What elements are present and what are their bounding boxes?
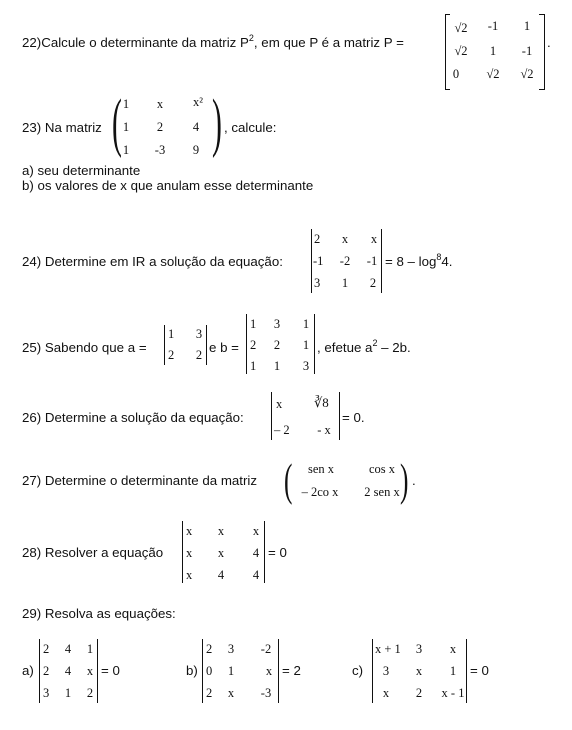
q25-b-cell: 1	[250, 317, 257, 331]
q27-tail: .	[412, 473, 416, 488]
q25-b-cell: 3	[302, 359, 310, 373]
q29-a-tail: = 0	[101, 663, 120, 678]
q25-b-cell: 1	[302, 317, 310, 331]
q25-b-cell: 3	[273, 317, 281, 331]
q26-cell: – 2	[274, 423, 290, 437]
q24-cell: -2	[339, 254, 351, 268]
q27-lead: 27) Determine o determinante da matriz	[22, 473, 258, 488]
q25-tail: , efetue $a^2 - 2b$.	[317, 338, 411, 355]
q29-b-cell: 2	[206, 642, 213, 656]
q28-cell: x	[186, 568, 193, 582]
q23-cell: 1	[122, 97, 130, 111]
q28-cell: x	[217, 546, 225, 560]
q27-cell: 2 sen x	[364, 485, 400, 499]
q22-cell: 1	[489, 44, 497, 58]
q25-a-cell: 3	[195, 327, 203, 341]
q28-cell: 4	[217, 568, 225, 582]
q25-b-cell: 1	[250, 359, 257, 373]
q23-cell: 2	[156, 120, 164, 134]
q24-cell: 2	[369, 276, 377, 290]
q28-cell: 4	[252, 568, 260, 582]
q25-a-cell: 2	[168, 348, 175, 362]
q22-cell: 1	[523, 19, 531, 33]
q23-item-b: b) os valores de x que anulam esse determinante	[22, 178, 314, 193]
q23-cell: x	[156, 97, 164, 111]
q29-c-cell: 3	[382, 664, 390, 678]
q23-cell: 9	[192, 143, 200, 157]
q29-c-cell: x	[415, 664, 423, 678]
q22-cell: -1	[487, 19, 499, 33]
q29-b-cell: x	[227, 686, 235, 700]
q29-c-cell: x - 1	[441, 686, 465, 700]
q26-cube-root: ∛8	[314, 395, 329, 410]
q29-b-cell: 1	[227, 664, 235, 678]
q22-cell: √2	[520, 67, 534, 81]
q22-cell: 0	[452, 67, 460, 81]
q24-cell: x	[370, 232, 378, 246]
q28-tail: = 0	[268, 545, 287, 560]
q23-cell: 4	[192, 120, 200, 134]
q24-lead: 24) Determine em IR a solução da equação:	[22, 254, 283, 269]
q25-b-cell: 1	[302, 338, 310, 352]
q23-cell: -3	[154, 143, 166, 157]
q29-b-label: b)	[186, 663, 198, 678]
q29-c-cell: 2	[415, 686, 423, 700]
q23-cell: 1	[122, 143, 130, 157]
q23-tail: , calcule:	[224, 120, 277, 135]
q24-tail: = $8 - \log^84$.	[385, 252, 453, 269]
q29-a-cell: 2	[43, 664, 50, 678]
q25-mid: e b =	[209, 340, 239, 355]
q29-a-cell: x	[86, 664, 94, 678]
q27-cell: sen x	[307, 462, 335, 476]
q24-cell: -1	[313, 254, 324, 268]
q27-cell: – 2co x	[301, 485, 339, 499]
q26-cell: x	[276, 397, 283, 411]
q29-c-label: c)	[352, 663, 364, 678]
q26-lead: 26) Determine a solução da equação:	[22, 410, 244, 425]
q29-b-cell: -2	[260, 642, 272, 656]
q25-b-cell: 2	[250, 338, 257, 352]
q23-lead: 23) Na matriz	[22, 120, 102, 135]
q28-cell: 4	[252, 546, 260, 560]
q29-c-cell: 3	[415, 642, 423, 656]
q25-b-cell: 1	[273, 359, 281, 373]
q29-c-cell: x	[382, 686, 390, 700]
q25-a-cell: 2	[195, 348, 203, 362]
q25-lead: 25) Sabendo que a =	[22, 340, 147, 355]
q29-a-cell: 2	[86, 686, 94, 700]
q29-a-cell: 1	[86, 642, 94, 656]
q28-lead: 28) Resolver a equação	[22, 545, 164, 560]
q28-cell: x	[186, 546, 193, 560]
q28-cell: x	[186, 524, 193, 538]
q29-b-tail: = 2	[282, 663, 301, 678]
q24-cell: x	[341, 232, 349, 246]
q29-a-cell: 3	[43, 686, 50, 700]
q29-b-cell: 2	[206, 686, 213, 700]
q23-cell: 1	[122, 120, 130, 134]
q29-b-cell: -3	[260, 686, 272, 700]
q29-c-cell: 1	[449, 664, 457, 678]
q25-a-cell: 1	[168, 327, 175, 341]
q24-cell: 3	[314, 276, 321, 290]
q22-cell: √2	[486, 67, 500, 81]
q22-cell: -1	[521, 44, 533, 58]
q24-cell: 2	[314, 232, 321, 246]
q29-a-label: a)	[22, 663, 34, 678]
q29-a-cell: 4	[64, 642, 72, 656]
q29-a-cell: 4	[64, 664, 72, 678]
q29-c-tail: = 0	[470, 663, 489, 678]
q26-cell: - x	[317, 423, 331, 437]
q27-cell: cos x	[368, 462, 396, 476]
q29-b-cell: 0	[206, 664, 213, 678]
q22-text: 22)Calcule o determinante da matriz $P^2$, em que P é a matriz P =	[22, 33, 404, 50]
q29-a-cell: 1	[64, 686, 72, 700]
q29-c-cell: x	[449, 642, 457, 656]
q29-b-cell: x	[265, 664, 273, 678]
q26-tail: = 0.	[342, 410, 365, 425]
q23-item-a: a) seu determinante	[22, 163, 141, 178]
q24-cell: 1	[341, 276, 349, 290]
q29-title: 29) Resolva as equações:	[22, 606, 176, 621]
q25-b-cell: 2	[273, 338, 281, 352]
q28-cell: x	[217, 524, 225, 538]
q22-cell: √2	[454, 44, 468, 58]
q23-cell: x²	[193, 95, 203, 109]
q29-b-cell: 3	[227, 642, 235, 656]
q22-end: .	[547, 35, 551, 50]
q29-a-cell: 2	[43, 642, 50, 656]
q29-c-cell: x + 1	[375, 642, 401, 656]
q24-cell: -1	[366, 254, 378, 268]
q22-cell: √2	[454, 21, 468, 35]
q28-cell: x	[252, 524, 260, 538]
